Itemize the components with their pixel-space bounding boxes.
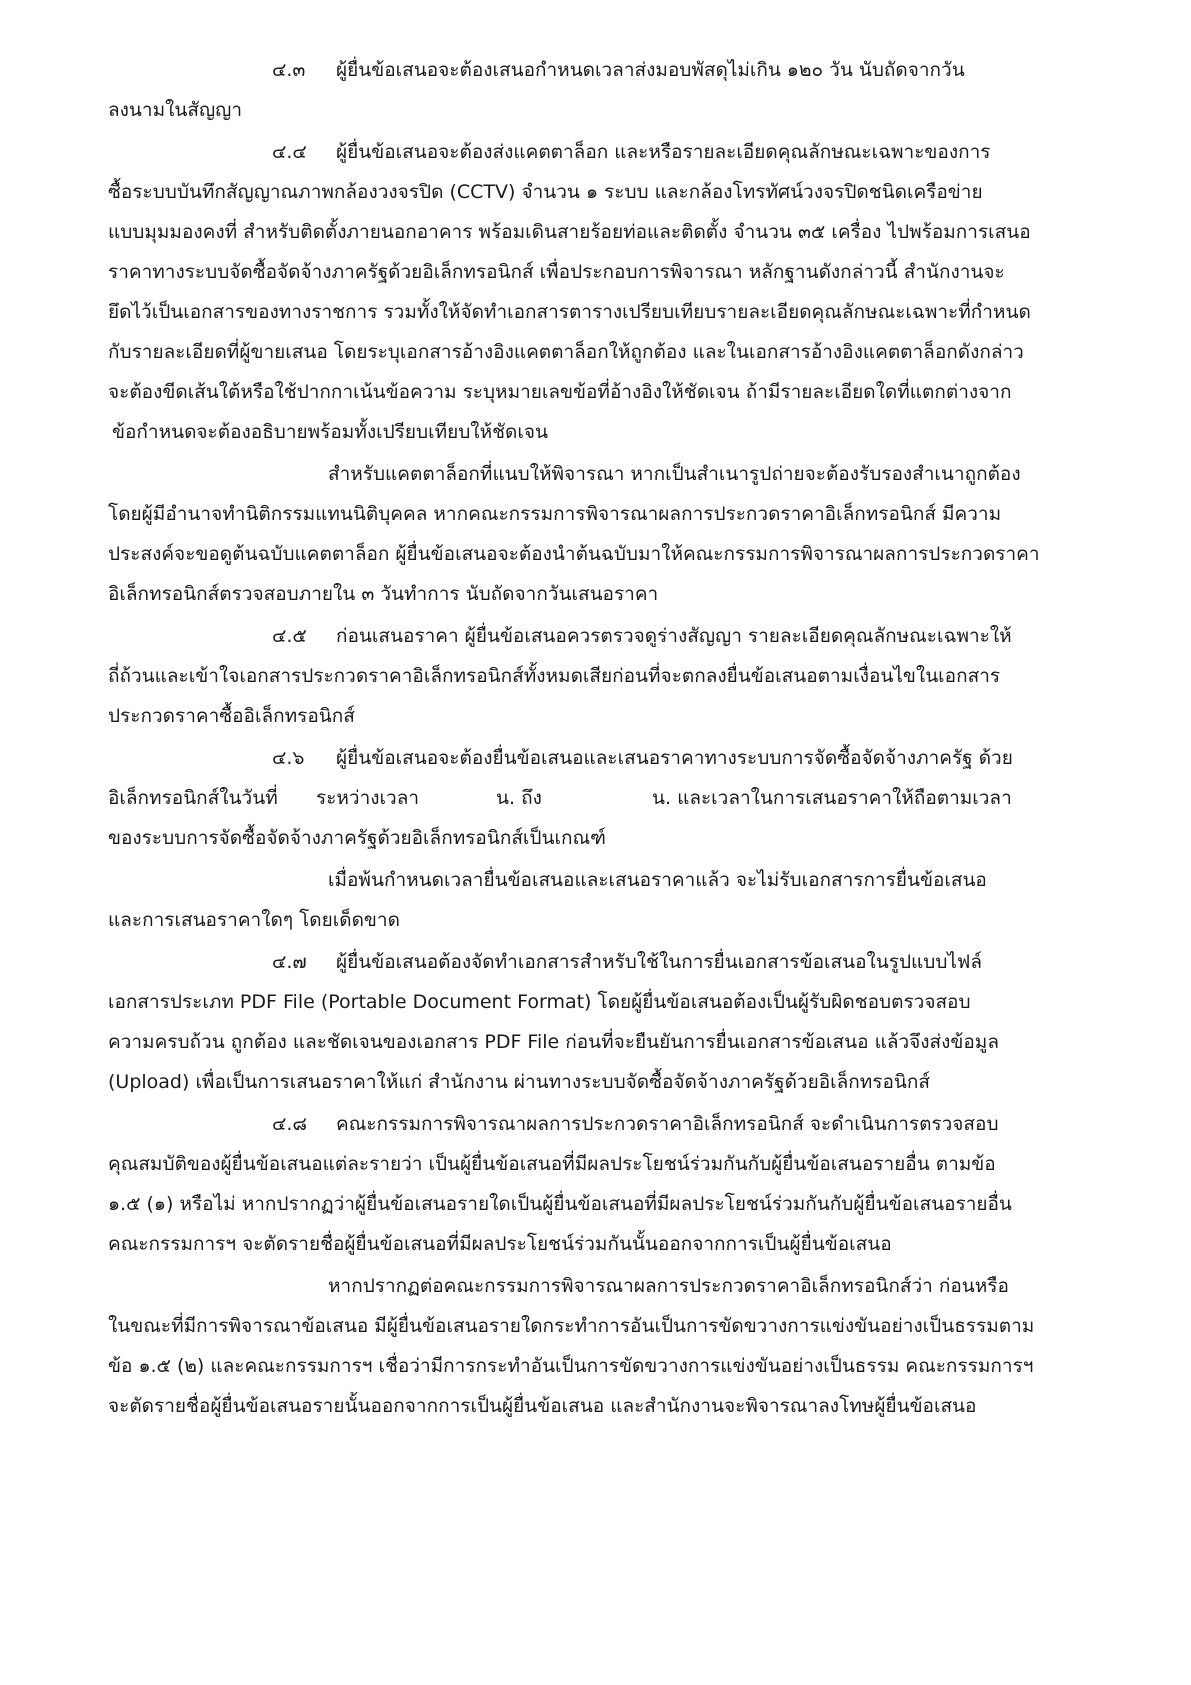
text-segment: ข้อ ๑.๕ (๒) และคณะกรรมการฯ เชื่อว่ามีการกระทำอันเป็นการขัดขวางการแข่งขันอย่างเป็นธรรม คณะกรรมการฯ xyxy=(108,1355,1034,1377)
text-segment: สำหรับแคตตาล็อกที่แนบให้พิจารณา หากเป็นสำเนารูปถ่ายจะต้องรับรองสำเนาถูกต้อง xyxy=(328,463,1021,485)
text-segment: ยึดไว้เป็นเอกสารของทางราชการ รวมทั้งให้จัดทำเอกสารตารางเปรียบเทียบรายละเอียดคุณลักษณะเฉพาะที่กำหนด xyxy=(108,301,1031,323)
text-segment: ซื้อระบบบันทึกสัญญาณภาพกล้องวงจรปิด (CCTV) จำนวน ๑ ระบบ และกล้องโทรทัศน์วงจรปิดชนิดเครือข่าย xyxy=(108,181,983,203)
clause-number-4-5: ๔.๕ xyxy=(272,625,307,647)
text-segment: ผู้ยื่นข้อเสนอจะต้องยื่นข้อเสนอและเสนอราคาทางระบบการจัดซื้อจัดจ้างภาครัฐ ด้วย xyxy=(336,747,1013,769)
text-segment: ประกวดราคาซื้ออิเล็กทรอนิกส์ xyxy=(108,705,355,727)
text-segment: ๑.๕ (๑) หรือไม่ หากปรากฏว่าผู้ยื่นข้อเสนอรายใดเป็นผู้ยื่นข้อเสนอที่มีผลประโยชน์ร่วมกันกับผู้ยื่นข้อเสนอรายอื่น xyxy=(108,1193,1012,1215)
clause-number-4-3: ๔.๓ xyxy=(272,59,306,81)
text-segment: ราคาทางระบบจัดซื้อจัดจ้างภาครัฐด้วยอิเล็กทรอนิกส์ เพื่อประกอบการพิจารณา หลักฐานดังกล่าวนี้ สำนักงานจะ xyxy=(108,261,1005,283)
text-segment: ประสงค์จะขอดูต้นฉบับแคตตาล็อก ผู้ยื่นข้อเสนอจะต้องนำต้นฉบับมาให้คณะกรรมการพิจารณาผลการประกวดราคา xyxy=(108,543,1040,565)
text-segment: ผู้ยื่นข้อเสนอจะต้องเสนอกำหนดเวลาส่งมอบพัสดุไม่เกิน ๑๒๐ วัน นับถัดจากวัน xyxy=(336,59,965,81)
text-segment: และการเสนอราคาใดๆ โดยเด็ดขาด xyxy=(108,909,400,931)
text-segment: คณะกรรมการฯ จะตัดรายชื่อผู้ยื่นข้อเสนอที่มีผลประโยชน์ร่วมกันนั้นออกจากการเป็นผู้ยื่นข้อเสนอ xyxy=(108,1233,892,1255)
text-segment: ผู้ยื่นข้อเสนอจะต้องส่งแคตตาล็อก และหรือรายละเอียดคุณลักษณะเฉพาะของการ xyxy=(336,141,991,163)
text-segment: คณะกรรมการพิจารณาผลการประกวดราคาอิเล็กทรอนิกส์ จะดำเนินการตรวจสอบ xyxy=(336,1113,999,1135)
text-segment: (Upload) เพื่อเป็นการเสนอราคาให้แก่ สำนักงาน ผ่านทางระบบจัดซื้อจัดจ้างภาครัฐด้วยอิเล็กทรอนิกส์ xyxy=(108,1071,930,1093)
text-segment: ผู้ยื่นข้อเสนอต้องจัดทำเอกสารสำหรับใช้ในการยื่นเอกสารข้อเสนอในรูปแบบไฟล์ xyxy=(336,951,983,973)
text-segment: กับรายละเอียดที่ผู้ขายเสนอ โดยระบุเอกสารอ้างอิงแคตตาล็อกให้ถูกต้อง และในเอกสารอ้างอิงแคตตาล็อกดังกล่าว xyxy=(108,341,1024,363)
text-segment: โดยผู้มีอำนาจทำนิติกรรมแทนนิติบุคคล หากคณะกรรมการพิจารณาผลการประกวดราคาอิเล็กทรอนิกส์ มีความ xyxy=(108,503,1002,525)
text-segment: เมื่อพ้นกำหนดเวลายื่นข้อเสนอและเสนอราคาแล้ว จะไม่รับเอกสารการยื่นข้อเสนอ xyxy=(328,869,987,891)
text-segment: ระหว่างเวลา xyxy=(316,787,420,809)
text-segment: คุณสมบัติของผู้ยื่นข้อเสนอแต่ละรายว่า เป็นผู้ยื่นข้อเสนอที่มีผลประโยชน์ร่วมกันกับผู้ยื่นข้อเสนอรายอื่น ตามข้อ xyxy=(108,1153,996,1175)
clause-number-4-7: ๔.๗ xyxy=(272,951,307,973)
text-segment: ในขณะที่มีการพิจารณาข้อเสนอ มีผู้ยื่นข้อเสนอรายใดกระทำการอันเป็นการขัดขวางการแข่งขันอย่างเป็นธรรมตาม xyxy=(108,1315,1035,1337)
text-segment: จะตัดรายชื่อผู้ยื่นข้อเสนอรายนั้นออกจากการเป็นผู้ยื่นข้อเสนอ และสำนักงานจะพิจารณาลงโทษผู้ยื่นข้อเสนอ xyxy=(108,1395,977,1417)
text-segment: จะต้องขีดเส้นใต้หรือใช้ปากกาเน้นข้อความ ระบุหมายเลขข้อที่อ้างอิงให้ชัดเจน ถ้ามีรายละเอียดใดที่แตกต่างจาก xyxy=(108,381,1012,403)
text-segment: ก่อนเสนอราคา ผู้ยื่นข้อเสนอควรตรวจดูร่างสัญญา รายละเอียดคุณลักษณะเฉพาะให้ xyxy=(336,625,1012,647)
text-segment: ความครบถ้วน ถูกต้อง และชัดเจนของเอกสาร PDF File ก่อนที่จะยืนยันการยื่นเอกสารข้อเสนอ แล้วจึงส่งข้อมูล xyxy=(108,1031,999,1053)
text-segment: ถี่ถ้วนและเข้าใจเอกสารประกวดราคาอิเล็กทรอนิกส์ทั้งหมดเสียก่อนที่จะตกลงยื่นข้อเสนอตามเงื่อนไขในเอกสาร xyxy=(108,665,1001,687)
clause-number-4-8: ๔.๘ xyxy=(272,1113,308,1135)
text-segment: ของระบบการจัดซื้อจัดจ้างภาครัฐด้วยอิเล็กทรอนิกส์เป็นเกณฑ์ xyxy=(108,827,606,849)
text-segment: อิเล็กทรอนิกส์ตรวจสอบภายใน ๓ วันทำการ นับถัดจากวันเสนอราคา xyxy=(108,583,659,605)
text-segment: แบบมุมมองคงที่ สำหรับติดตั้งภายนอกอาคาร พร้อมเดินสายร้อยท่อและติดตั้ง จำนวน ๓๕ เครื่อง ไปพร้อมการเสนอ xyxy=(108,221,1031,243)
text-segment: ข้อกำหนดจะต้องอธิบายพร้อมทั้งเปรียบเทียบให้ชัดเจน xyxy=(112,421,548,443)
text-segment: หากปรากฏต่อคณะกรรมการพิจารณาผลการประกวดราคาอิเล็กทรอนิกส์ว่า ก่อนหรือ xyxy=(328,1275,1009,1297)
clause-number-4-4: ๔.๔ xyxy=(272,141,307,163)
text-segment: อิเล็กทรอนิกส์ในวันที่ xyxy=(108,787,278,809)
text-segment: น. ถึง xyxy=(496,787,542,809)
text-segment: น. และเวลาในการเสนอราคาให้ถือตามเวลา xyxy=(652,787,1012,809)
text-segment: ลงนามในสัญญา xyxy=(108,99,243,121)
text-segment: เอกสารประเภท PDF File (Portable Document Format) โดยผู้ยื่นข้อเสนอต้องเป็นผู้รับผิดชอบตรวจสอบ xyxy=(108,991,971,1013)
clause-number-4-6: ๔.๖ xyxy=(272,747,305,769)
